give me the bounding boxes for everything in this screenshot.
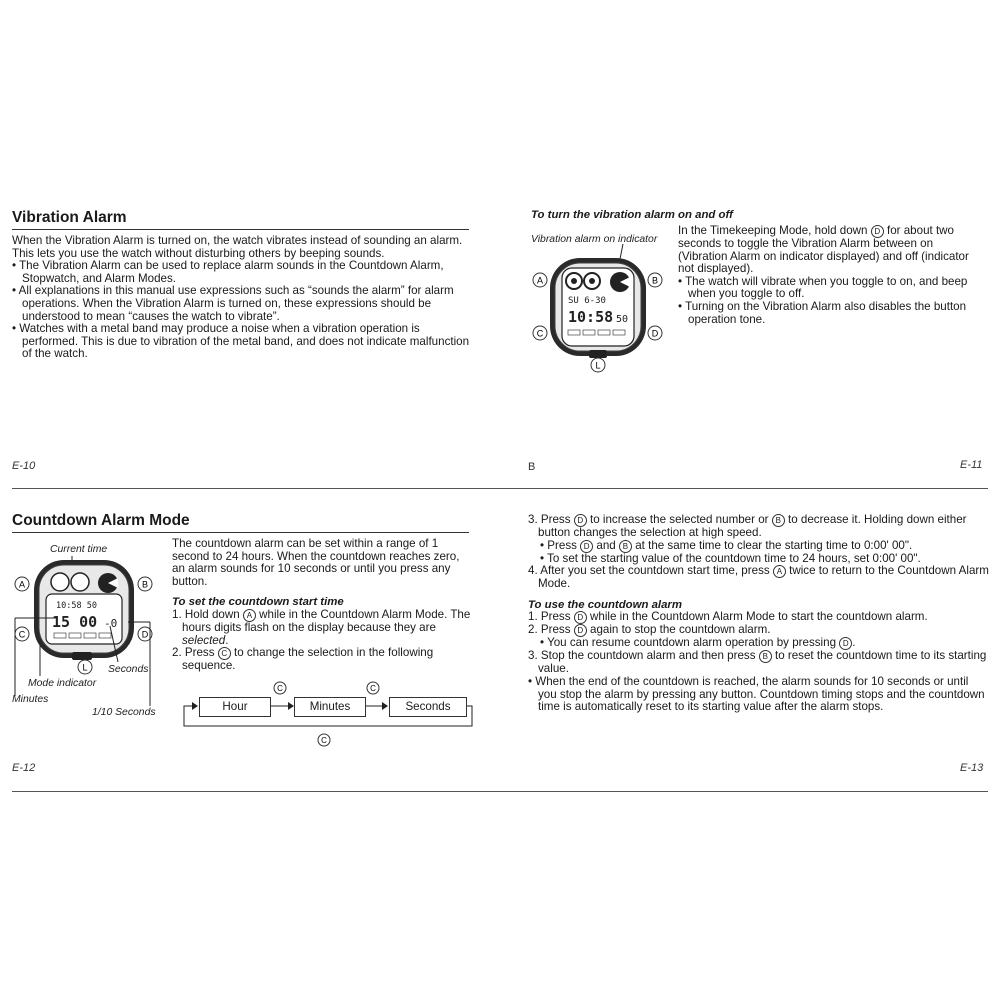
title-rule xyxy=(12,532,469,533)
step-1: 1. Hold down A while in the Countdown Alarm Mode. The hours digits flash on the display because they are selected. xyxy=(172,607,471,647)
step-4: 4. After you set the countdown start time, press A twice to return to the Countdown Alarm Mode. xyxy=(528,564,989,591)
countdown-steps-body xyxy=(528,514,990,714)
intro-paragraph: When the Vibration Alarm is turned on, the watch vibrates instead of sounding an alarm. This lets you use the watch without disturbing others by beeping sounds. xyxy=(12,234,463,260)
page-number: E-10 xyxy=(12,460,36,472)
use-step-3: 3. Stop the countdown alarm and then press B to reset the countdown time to its starting value. xyxy=(528,649,987,676)
bullet-item: • The watch will vibrate when you toggle to on, and beep when you toggle to off. xyxy=(678,274,968,301)
svg-text:D: D xyxy=(141,629,149,640)
subsection-heading: To set the countdown start time xyxy=(172,596,344,609)
svg-text:B: B xyxy=(651,275,659,286)
subsection-heading: To turn the vibration alarm on and off xyxy=(531,209,733,221)
subsection-heading: To use the countdown alarm xyxy=(528,598,682,611)
button-a-icon: A xyxy=(773,565,786,578)
button-b-icon: B xyxy=(619,540,632,553)
step-3-note: • To set the starting value of the countdown time to 24 hours, set 0:00' 00". xyxy=(540,551,921,565)
current-time-label: Current time xyxy=(50,544,108,555)
mode-indicator-label: Mode indicator xyxy=(28,678,97,689)
page-number: E-12 xyxy=(12,762,36,774)
use-step-2-note: • You can resume countdown alarm operation by pressing D . xyxy=(540,636,856,650)
seconds-label: Seconds xyxy=(108,664,149,675)
use-step-2: 2. Press D again to stop the countdown alarm. xyxy=(528,623,771,637)
selection-flow-diagram xyxy=(180,680,480,755)
toggle-paragraph: In the Timekeeping Mode, hold down D for about two seconds to toggle the Vibration Alarm between on (Vibration Alarm on indicator displayed) and off (indicator not displayed). xyxy=(678,224,969,276)
svg-text:D: D xyxy=(651,328,659,339)
svg-text:SU 6-30: SU 6-30 xyxy=(568,296,606,306)
bullet-item: • Turning on the Vibration Alarm also disables the button operation tone. xyxy=(678,299,967,326)
svg-text:L: L xyxy=(82,662,88,673)
section-title-countdown: Countdown Alarm Mode xyxy=(12,512,190,529)
button-b-icon: B xyxy=(772,514,785,527)
bullet-item: • When the end of the countdown is reached, the alarm sounds for 10 seconds or until you stop the alarm by pressing any button. Countdown timing stops and the countdown time is automatically reset to its starting value after the alarm stops. xyxy=(528,674,985,714)
bullet-item: • The Vibration Alarm can be used to replace alarm sounds in the Countdown Alarm, Stopwatch, and Alarm Modes. xyxy=(12,259,444,285)
flow-step-minutes: Minutes xyxy=(294,697,366,717)
svg-text:50: 50 xyxy=(616,314,629,325)
bullet-item: • All explanations in this manual use expressions such as “sounds the alarm” for alarm operations. When the Vibration Alarm is turned on, these expressions should be understood to mean “causes the watch to vibrate”. xyxy=(12,284,454,323)
page-separator xyxy=(12,791,988,792)
title-rule xyxy=(12,229,469,230)
countdown-body xyxy=(172,538,472,673)
svg-text:B: B xyxy=(141,579,149,590)
button-b-icon: B xyxy=(759,650,772,663)
page-center-mark: B xyxy=(528,461,536,473)
svg-text:-0: -0 xyxy=(104,617,118,630)
button-d-icon: D xyxy=(574,611,587,624)
flow-step-hour: Hour xyxy=(199,697,271,717)
intro-paragraph: The countdown alarm can be set within a range of 1 second to 24 hours. When the countdown reaches zero, an alarm sounds for 10 seconds or until you press any button. xyxy=(172,537,460,588)
vibration-indicator-label: Vibration alarm on indicator xyxy=(531,234,658,245)
page-separator xyxy=(12,488,988,489)
svg-text:15 00: 15 00 xyxy=(52,613,98,631)
button-d-icon: D xyxy=(871,225,884,238)
button-d-icon: D xyxy=(574,514,587,527)
button-d-icon: D xyxy=(580,540,593,553)
step-3: 3. Press D to increase the selected number or B to decrease it. Holding down either button changes the selection at high speed. xyxy=(528,513,967,539)
section-title-vibration-alarm: Vibration Alarm xyxy=(12,209,127,226)
button-c-icon: C xyxy=(218,647,231,660)
svg-text:C: C xyxy=(321,736,327,745)
button-d-icon: D xyxy=(574,624,587,637)
svg-text:A: A xyxy=(18,579,26,590)
svg-text:L: L xyxy=(595,360,601,371)
button-d-icon: D xyxy=(839,637,852,650)
bullet-item: • Watches with a metal band may produce a noise when a vibration operation is performed. This is due to vibration of the metal band, and does not indicate malfunction of the watch. xyxy=(12,322,470,361)
svg-text:A: A xyxy=(536,275,544,286)
svg-text:C: C xyxy=(370,684,376,693)
watch-illustration-e11 xyxy=(528,244,668,374)
step-3-note: • Press D and B at the same time to clear the starting time to 0:00' 00". xyxy=(540,538,913,552)
vibration-toggle-body xyxy=(678,225,978,326)
page-number: E-13 xyxy=(960,762,984,774)
use-step-1: 1. Press D while in the Countdown Alarm Mode to start the countdown alarm. xyxy=(528,610,928,624)
svg-text:C: C xyxy=(18,629,26,640)
page-number: E-11 xyxy=(960,459,983,471)
svg-text:10:58 50: 10:58 50 xyxy=(56,601,97,611)
minutes-label: Minutes xyxy=(12,694,49,705)
step-2: 2. Press C to change the selection in the following sequence. xyxy=(172,646,434,673)
svg-text:C: C xyxy=(277,684,283,693)
tenth-seconds-label: 1/10 Seconds xyxy=(92,707,156,718)
button-a-icon: A xyxy=(243,609,256,622)
flow-step-seconds: Seconds xyxy=(389,697,467,717)
svg-text:10:58: 10:58 xyxy=(568,308,614,326)
svg-text:C: C xyxy=(536,328,544,339)
vibration-alarm-body xyxy=(12,235,472,361)
